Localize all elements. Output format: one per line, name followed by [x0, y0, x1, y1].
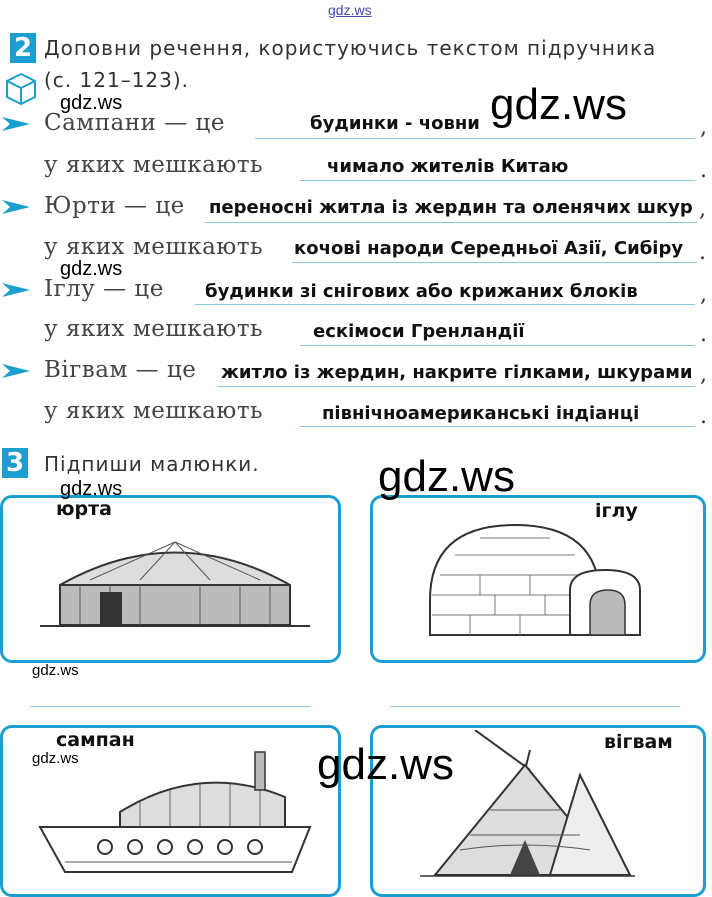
watermark: gdz.ws: [60, 478, 123, 500]
row8-answer: північноамериканські індіанці: [322, 403, 640, 424]
book-cube-icon: [4, 70, 38, 110]
row8-prefix: у яких мешкають: [44, 398, 264, 424]
row2-answer: чимало жителів Китаю: [327, 156, 569, 177]
arrow-icon: [2, 281, 32, 299]
row6-line: [300, 345, 695, 346]
row6-answer: ескімоси Гренландії: [313, 321, 525, 342]
top-watermark: gdz.ws: [328, 2, 372, 18]
row5-prefix: Іглу — це: [44, 276, 164, 302]
row2-line: [300, 180, 695, 181]
row3-end: ,: [699, 197, 706, 222]
row7-end: ,: [700, 362, 707, 387]
caption-sampan: сампан: [56, 729, 135, 751]
row6-prefix: у яких мешкають: [44, 316, 264, 342]
row4-end: .: [699, 240, 706, 265]
row4-line: [292, 262, 697, 263]
row3-answer: переносні житла із жердин та оленячих шкур: [209, 197, 693, 218]
watermark: gdz.ws: [60, 92, 123, 114]
row5-end: ,: [700, 282, 707, 307]
igloo-drawing-icon: [420, 520, 650, 640]
arrow-icon: [2, 115, 32, 133]
row2-end: .: [700, 158, 707, 183]
watermark-large: gdz.ws: [317, 740, 454, 789]
row4-prefix: у яких мешкають: [44, 234, 264, 260]
row1-end: ,: [700, 115, 707, 140]
watermark-large: gdz.ws: [378, 452, 515, 501]
row8-line: [300, 426, 695, 427]
row1-answer: будинки - човни: [310, 113, 480, 134]
watermark: gdz.ws: [32, 662, 79, 679]
task-3-instruction: Підпиши малюнки.: [44, 452, 260, 476]
row1-prefix: Сампани — це: [44, 110, 225, 136]
row5-answer: будинки зі снігових або крижаних блоків: [205, 281, 638, 302]
arrow-icon: [2, 362, 32, 380]
row7-line: [218, 386, 695, 387]
row7-answer: житло із жердин, накрите гілками, шкурами: [221, 362, 693, 383]
caption-wigwam: вігвам: [604, 731, 673, 753]
row8-end: .: [700, 404, 707, 429]
arrow-icon: [2, 198, 32, 216]
caption-igloo: іглу: [595, 500, 638, 522]
row4-answer: кочові народи Середньої Азії, Сибіру: [294, 238, 684, 259]
yurt-drawing-icon: [40, 520, 310, 630]
task-2-number: 2: [10, 33, 36, 63]
row7-prefix: Вігвам — це: [44, 357, 197, 383]
task-2-instruction-line2: (с. 121–123).: [44, 68, 190, 92]
row2-prefix: у яких мешкають: [44, 152, 264, 178]
row3-line: [205, 222, 697, 223]
row6-end: .: [700, 322, 707, 347]
row3-prefix: Юрти — це: [44, 193, 185, 219]
task-2-instruction-line1: Доповни речення, користуючись текстом підручника: [44, 36, 657, 60]
answer-line-right: [390, 706, 680, 707]
watermark: gdz.ws: [60, 258, 123, 280]
watermark: gdz.ws: [32, 750, 79, 767]
answer-line-left: [30, 706, 310, 707]
watermark-large: gdz.ws: [490, 80, 627, 129]
row1-line: [255, 138, 695, 139]
task-3-number: 3: [2, 448, 28, 478]
row5-line: [195, 304, 695, 305]
caption-yurt: юрта: [56, 498, 112, 520]
